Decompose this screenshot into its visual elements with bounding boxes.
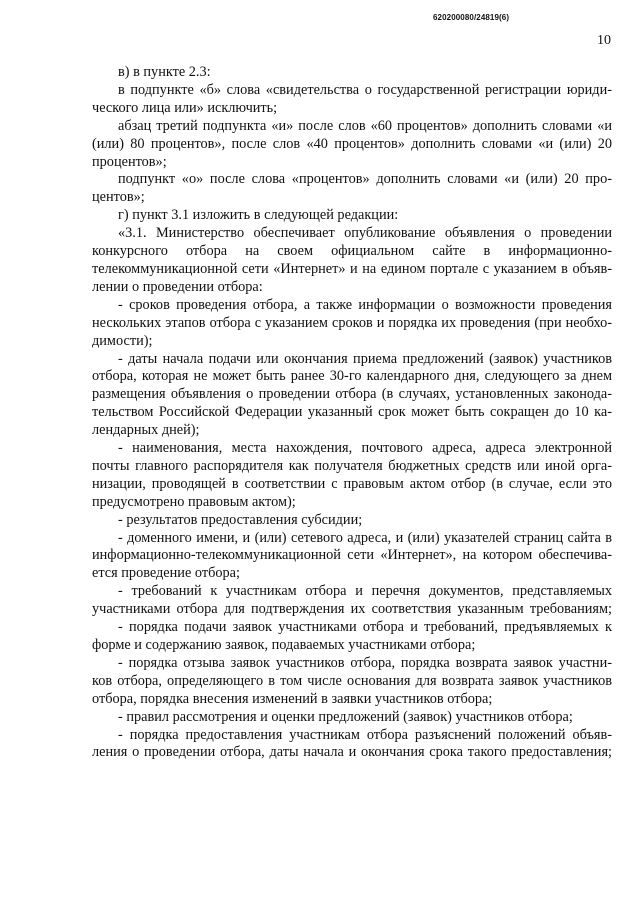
text-line: ческого лица или» исключить; <box>92 99 278 116</box>
text-line: г) пункт 3.1 изложить в следующей редакции: <box>118 207 399 224</box>
text-line: «3.1. Министерство обеспечивает опубликование объявления о проведении <box>118 225 612 242</box>
text-line: - даты начала подачи или окончания приема предложений (заявок) участников <box>118 350 612 367</box>
text-line: информационно-телекоммуникационной сети «Интернет», на котором обеспечива- <box>92 547 612 564</box>
text-line: - порядка подачи заявок участниками отбора и требований, предъявляемых к <box>118 619 612 636</box>
text-line: - требований к участникам отбора и перечня документов, представляемых <box>118 583 612 600</box>
text-line: размещения объявления о проведении отбора (в случаях, установленных законода- <box>92 386 612 403</box>
text-line: - наименования, места нахождения, почтового адреса, адреса электронной <box>118 440 612 457</box>
text-line: - сроков проведения отбора, а также информации о возможности проведения <box>118 296 612 313</box>
text-line: предусмотрено правовым актом); <box>92 493 296 510</box>
text-line: подпункт «о» после слова «процентов» дополнить словами «и (или) 20 про- <box>118 171 612 188</box>
text-line: низации, проводящей в соответствии с правовым актом отбор (в случае, если это <box>92 475 612 492</box>
text-line: - доменного имени, и (или) сетевого адреса, и (или) указателей страниц сайта в <box>118 529 612 546</box>
text-line: центов»; <box>92 189 145 206</box>
document-body <box>92 64 612 762</box>
text-line: - правил рассмотрения и оценки предложений (заявок) участников отбора; <box>118 708 573 725</box>
text-line: форме и содержанию заявок, подаваемых участниками отбора; <box>92 637 476 653</box>
text-line: ления о проведении отбора, даты начала и окончания срока такого предоставления; <box>92 744 612 761</box>
text-line: в) в пункте 2.3: <box>118 64 211 80</box>
text-line: - порядка предоставления участникам отбора разъяснений положений объяв- <box>118 726 612 743</box>
text-line: ется проведение отбора; <box>92 565 240 582</box>
text-line: отбора, порядка внесения изменений в заявки участников отбора; <box>92 690 493 707</box>
page-number: 10 <box>597 33 611 48</box>
text-line: телекоммуникационной сети «Интернет» и на едином портале с указанием в объяв- <box>92 260 612 277</box>
text-line: участниками отбора для подтверждения их соответствия указанным требованиям; <box>92 601 612 618</box>
document-code: 620200080/24819(6) <box>433 13 510 22</box>
text-line: почты главного распорядителя как получателя бюджетных средств или иной орга- <box>92 457 612 474</box>
text-line: димости); <box>92 332 153 349</box>
text-line: тельством Российской Федерации указанный срок может быть сокращен до 10 ка- <box>92 404 612 421</box>
text-line: процентов»; <box>92 153 167 170</box>
text-line: лении о проведении отбора: <box>92 278 263 295</box>
text-line: нескольких этапов отбора с указанием сроков и порядка их проведения (при необхо- <box>92 314 612 331</box>
text-line: в подпункте «б» слова «свидетельства о государственной регистрации юриди- <box>118 81 612 98</box>
text-line: ков отбора, определяющего в том числе основания для возврата заявок участников <box>92 672 612 689</box>
text-line: - результатов предоставления субсидии; <box>118 511 363 528</box>
text-line: - порядка отзыва заявок участников отбора, порядка возврата заявок участни- <box>118 654 612 671</box>
text-line: лендарных дней); <box>92 422 200 439</box>
text-line: отбора, которая не может быть ранее 30-го календарного дня, следующего за днем <box>92 368 612 385</box>
text-line: конкурсного отбора на своем официальном сайте в информационно- <box>92 243 612 260</box>
text-line: абзац третий подпункта «и» после слов «60 процентов» дополнить словами «и <box>118 117 612 134</box>
text-line: (или) 80 процентов», после слов «40 процентов» дополнить словами «и (или) 20 <box>92 135 612 152</box>
